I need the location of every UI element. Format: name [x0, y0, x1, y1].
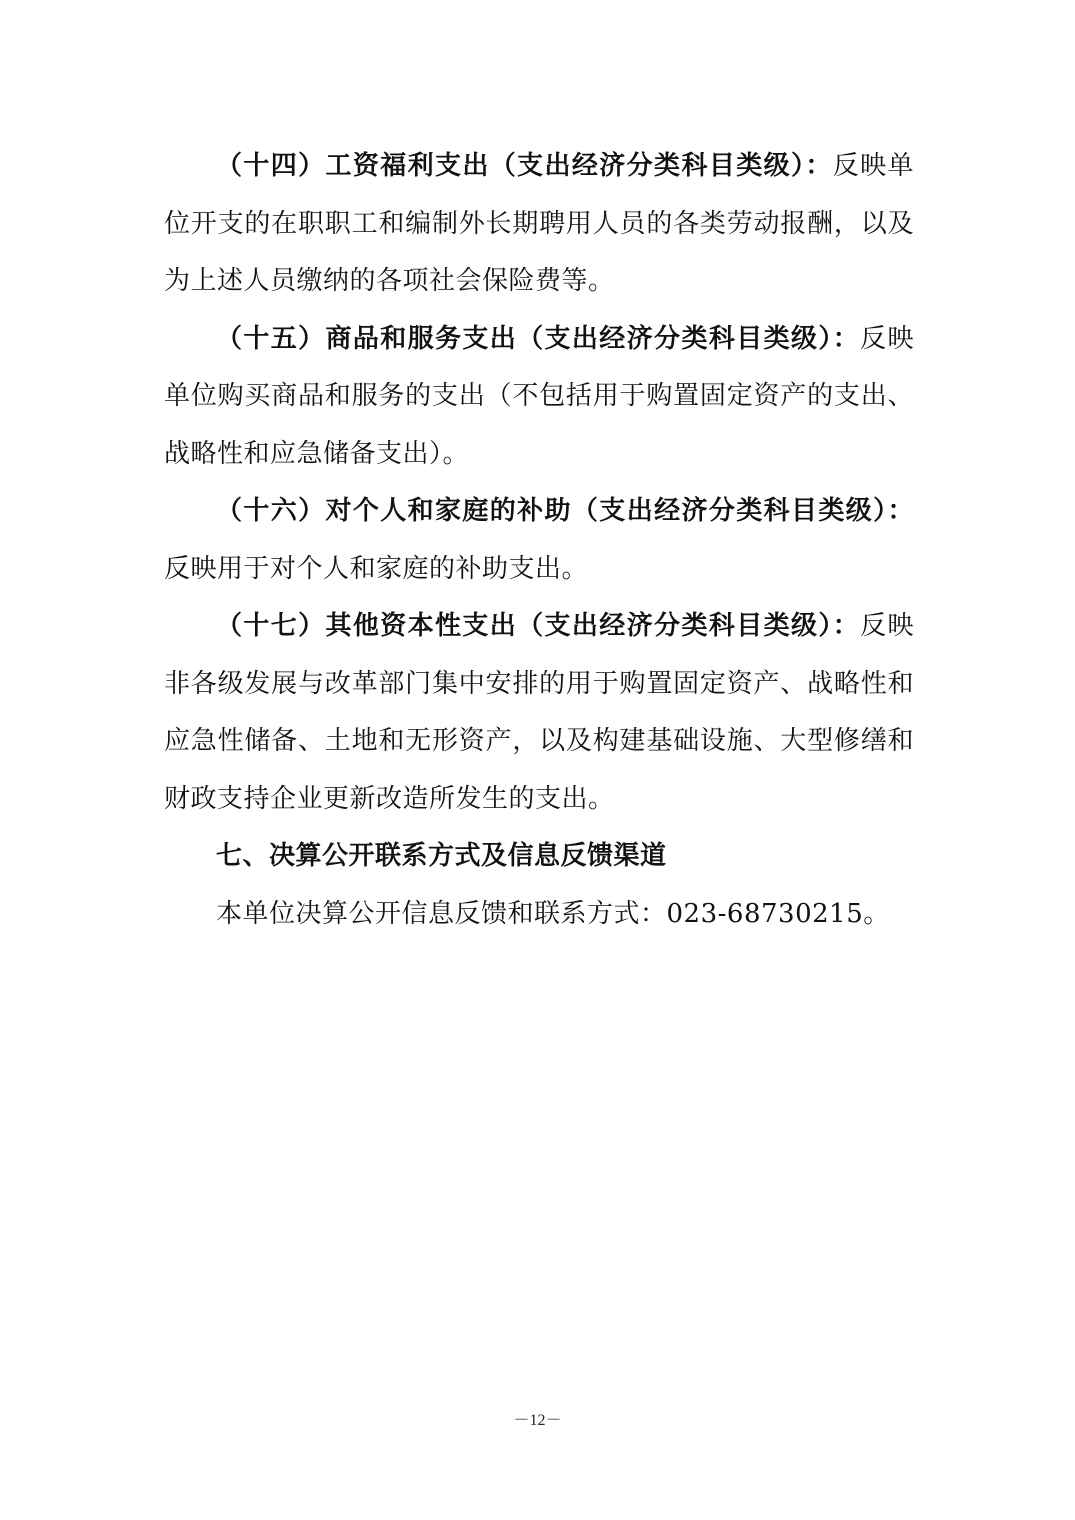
- paragraph-wage-welfare: [164, 138, 914, 311]
- term-other-capital: （十七）其他资本性支出（支出经济分类科目类级）：: [216, 611, 861, 641]
- contact-info: 本单位决算公开信息反馈和联系方式：023-68730215。: [216, 898, 890, 929]
- definition-goods-services: 反映单位购买商品和服务的支出（不包括用于购置固定资产的支出、战略性和应急储备支出）。: [164, 323, 914, 469]
- definition-wage-welfare: 反映单位开支的在职职工和编制外长期聘用人员的各类劳动报酬，以及为上述人员缴纳的各项社会保险费等。: [164, 151, 914, 296]
- page-body: [164, 138, 914, 943]
- term-wage-welfare: （十四）工资福利支出（支出经济分类科目类级）：: [216, 151, 833, 181]
- definition-household-subsidy: 反映用于对个人和家庭的补助支出。: [164, 553, 589, 584]
- paragraph-other-capital: [164, 598, 914, 828]
- paragraph-household-subsidy: [164, 483, 914, 598]
- page-number: －12－: [513, 1412, 562, 1429]
- section-heading: 七、决算公开联系方式及信息反馈渠道: [216, 841, 667, 871]
- term-goods-services: （十五）商品和服务支出（支出经济分类科目类级）：: [216, 323, 861, 354]
- term-household-subsidy: （十六）对个人和家庭的补助（支出经济分类科目类级）：: [216, 496, 914, 526]
- definition-other-capital: 反映非各级发展与改革部门集中安排的用于购置固定资产、战略性和应急性储备、土地和无形资产，以及构建基础设施、大型修缮和财政支持企业更新改造所发生的支出。: [164, 611, 914, 814]
- paragraph-goods-services: [164, 311, 914, 484]
